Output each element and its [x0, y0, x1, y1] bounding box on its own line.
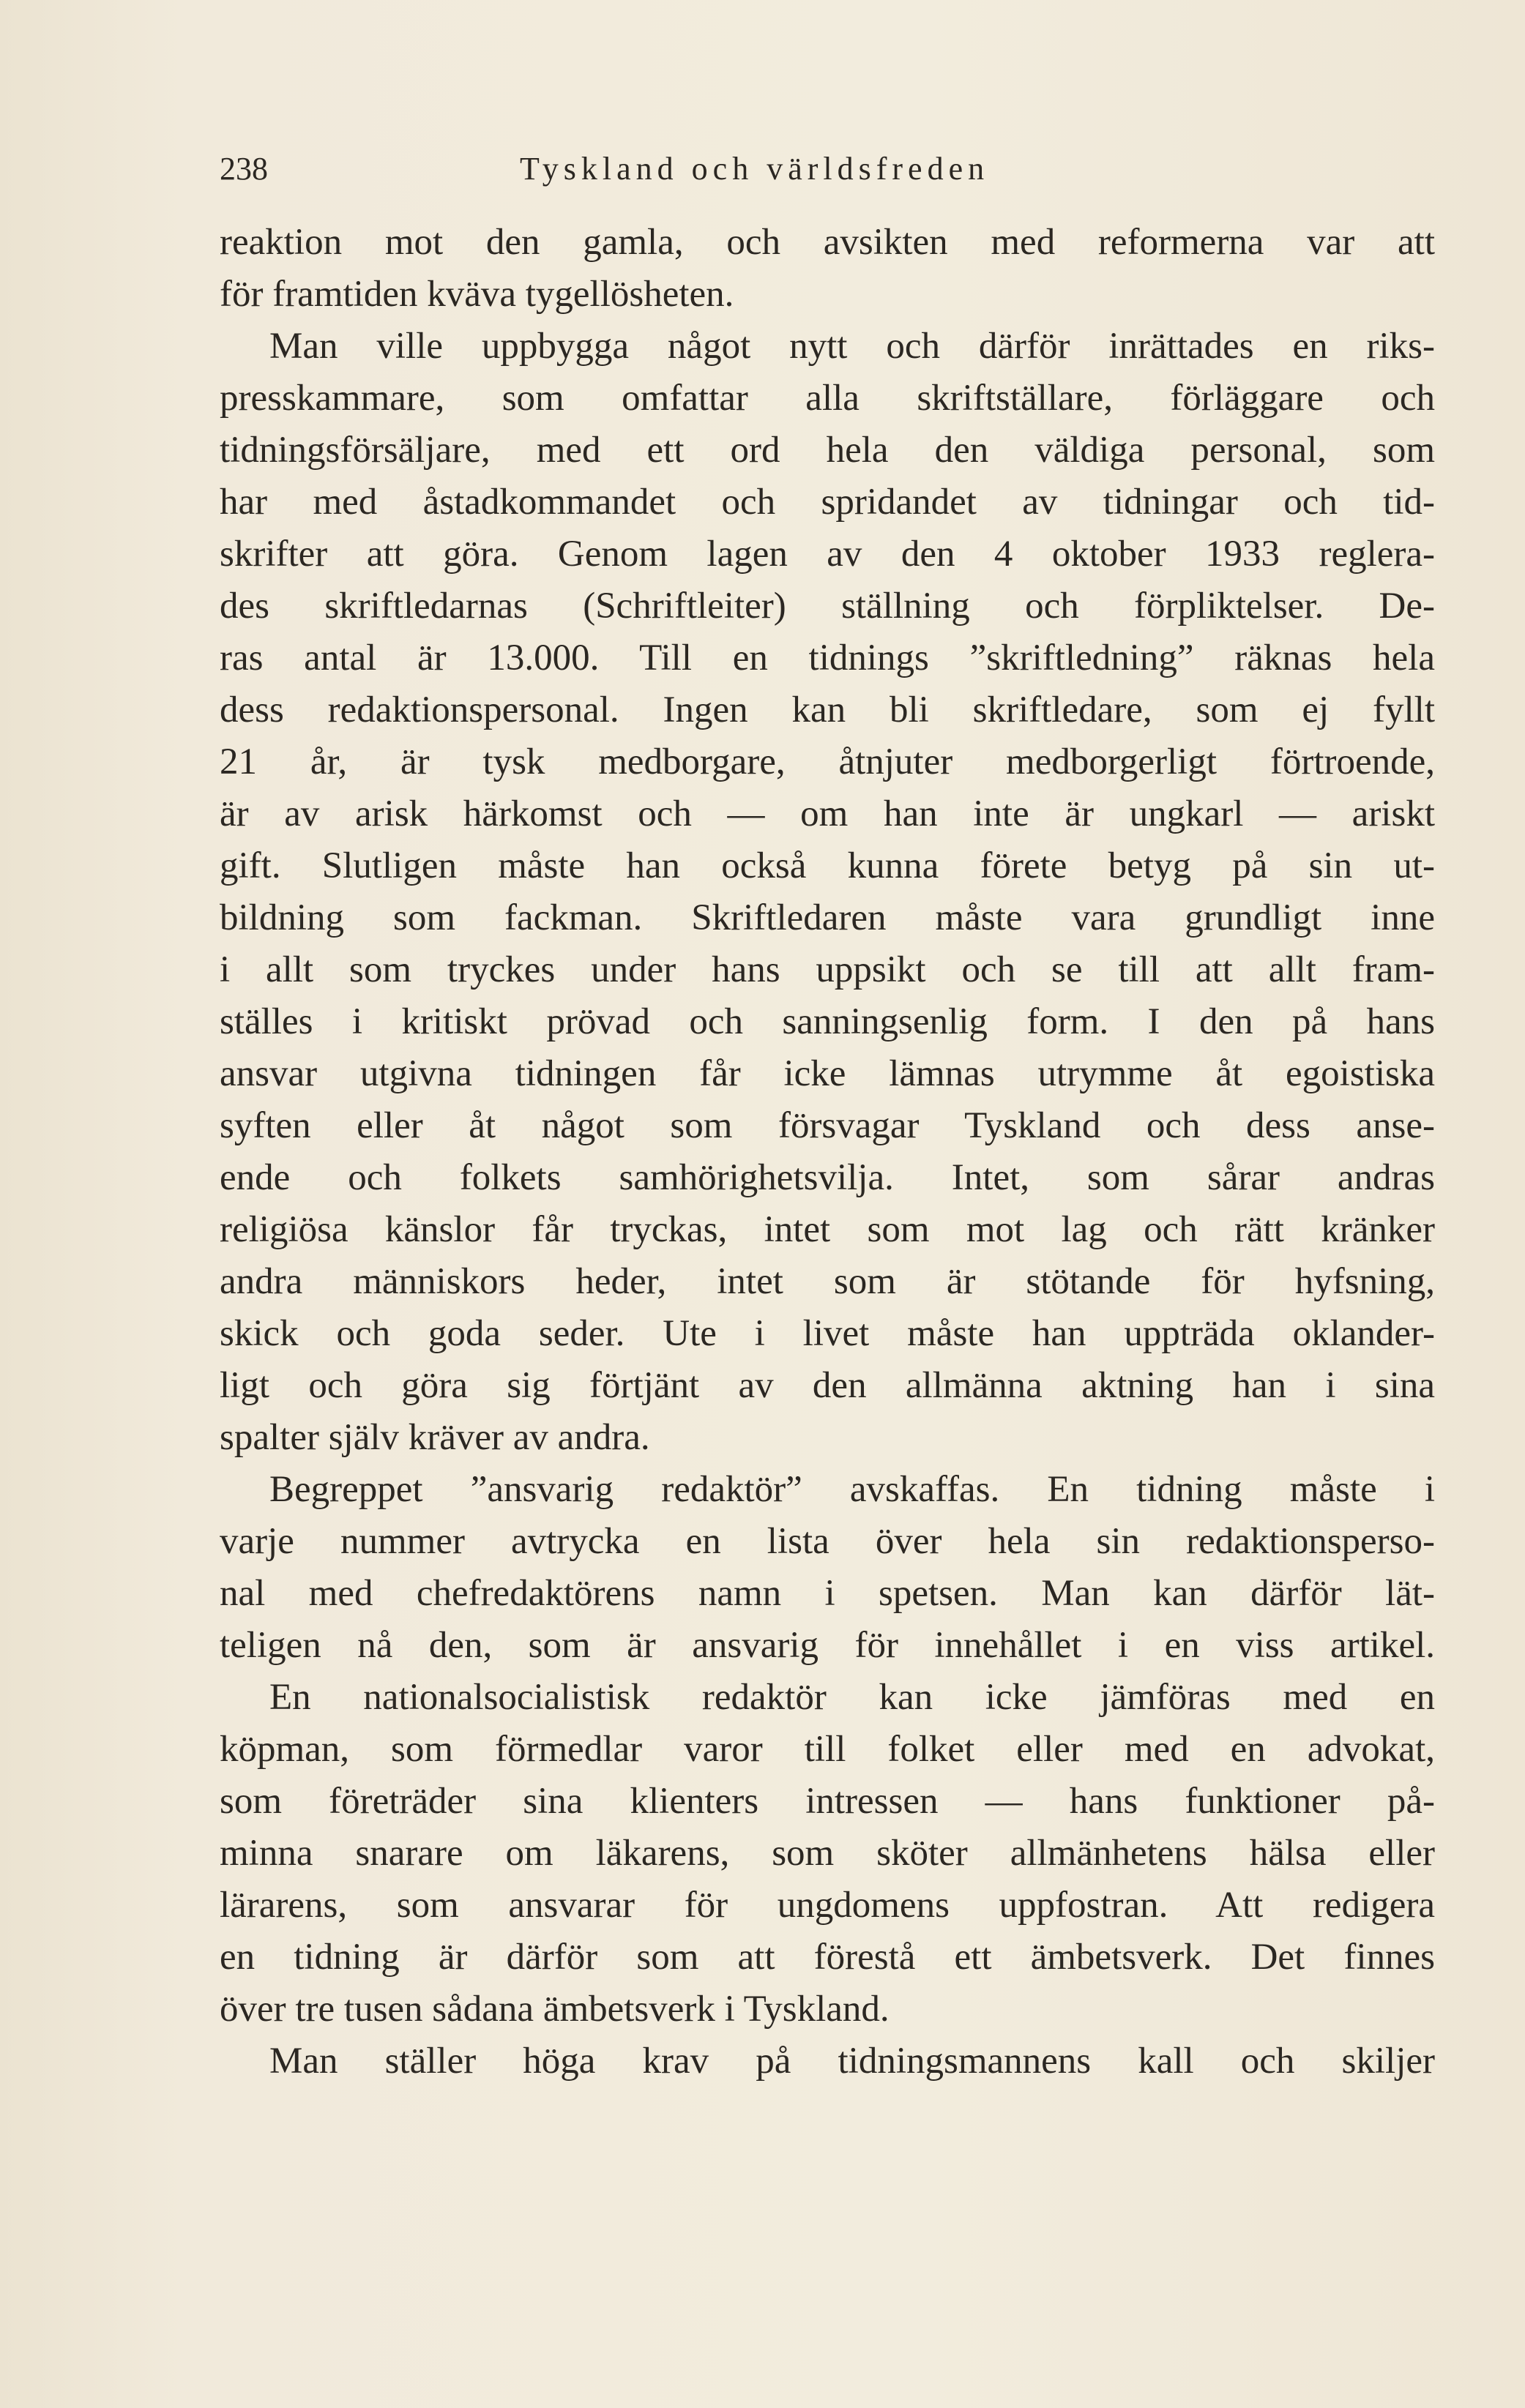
page-number: 238	[220, 151, 268, 187]
text-line: en tidning är därför som att förestå ett ämbetsverk. Det finnes	[220, 1937, 1435, 1978]
text-line: syften eller åt något som försvagar Tyskland och dess anse-	[220, 1105, 1435, 1146]
text-line: för framtiden kväva tygellösheten.	[220, 274, 734, 315]
text-line: tidningsförsäljare, med ett ord hela den väldiga personal, som	[220, 430, 1435, 471]
text-line: ende och folkets samhörighetsvilja. Intet, som sårar andras	[220, 1157, 1435, 1198]
text-line: som företräder sina klienters intressen — hans funktioner på-	[220, 1781, 1435, 1822]
text-line: ligt och göra sig förtjänt av den allmänna aktning han i sina	[220, 1365, 1435, 1406]
text-line: ansvar utgivna tidningen får icke lämnas utrymme åt egoistiska	[220, 1053, 1435, 1094]
paragraph-first-line: Man ville uppbygga något nytt och därför inrättades en riks-	[269, 326, 1435, 367]
text-line: skick och goda seder. Ute i livet måste han uppträda oklander-	[220, 1313, 1435, 1354]
text-line: teligen nå den, som är ansvarig för innehållet i en viss artikel.	[220, 1625, 1435, 1666]
text-line: över tre tusen sådana ämbetsverk i Tyskland.	[220, 1989, 890, 2030]
text-line: minna snarare om läkarens, som sköter allmänhetens hälsa eller	[220, 1833, 1435, 1874]
text-line: presskammare, som omfattar alla skriftställare, förläggare och	[220, 378, 1435, 419]
page-header	[220, 143, 1435, 195]
text-line: nal med chefredaktörens namn i spetsen. Man kan därför lät-	[220, 1573, 1435, 1614]
text-line: religiösa känslor får tryckas, intet som mot lag och rätt kränker	[220, 1209, 1435, 1250]
body-text	[220, 217, 1435, 2087]
paragraph-first-line: En nationalsocialistisk redaktör kan icke jämföras med en	[269, 1677, 1435, 1718]
text-line: gift. Slutligen måste han också kunna förete betyg på sin ut-	[220, 845, 1435, 886]
text-line: 21 år, är tysk medborgare, åtnjuter medborgerligt förtroende,	[220, 741, 1435, 782]
text-line: lärarens, som ansvarar för ungdomens uppfostran. Att redigera	[220, 1885, 1435, 1926]
text-line: är av arisk härkomst och — om han inte är ungkarl — ariskt	[220, 793, 1435, 834]
text-line: skrifter att göra. Genom lagen av den 4 oktober 1933 reglera-	[220, 534, 1435, 575]
paragraph-first-line: Man ställer höga krav på tidningsmannens kall och skiljer	[269, 2041, 1435, 2082]
text-line: i allt som tryckes under hans uppsikt och se till att allt fram-	[220, 949, 1435, 990]
text-line: varje nummer avtrycka en lista över hela sin redaktionsperso-	[220, 1521, 1435, 1562]
text-line: reaktion mot den gamla, och avsikten med reformerna var att	[220, 222, 1435, 263]
text-line: dess redaktionspersonal. Ingen kan bli skriftledare, som ej fyllt	[220, 689, 1435, 730]
text-line: köpman, som förmedlar varor till folket eller med en advokat,	[220, 1729, 1435, 1770]
text-line: ställes i kritiskt prövad och sanningsenlig form. I den på hans	[220, 1001, 1435, 1042]
text-line: des skriftledarnas (Schriftleiter) ställning och förpliktelser. De-	[220, 586, 1435, 627]
running-title: Tyskland och världsfreden	[520, 151, 990, 187]
text-line: bildning som fackman. Skriftledaren måste vara grundligt inne	[220, 897, 1435, 938]
text-line: ras antal är 13.000. Till en tidnings ”skriftledning” räknas hela	[220, 637, 1435, 678]
text-line: andra människors heder, intet som är stötande för hyfsning,	[220, 1261, 1435, 1302]
text-line: spalter själv kräver av andra.	[220, 1417, 650, 1458]
text-line: har med åstadkommandet och spridandet av tidningar och tid-	[220, 482, 1435, 523]
paragraph-first-line: Begreppet ”ansvarig redaktör” avskaffas. En tidning måste i	[269, 1469, 1435, 1510]
